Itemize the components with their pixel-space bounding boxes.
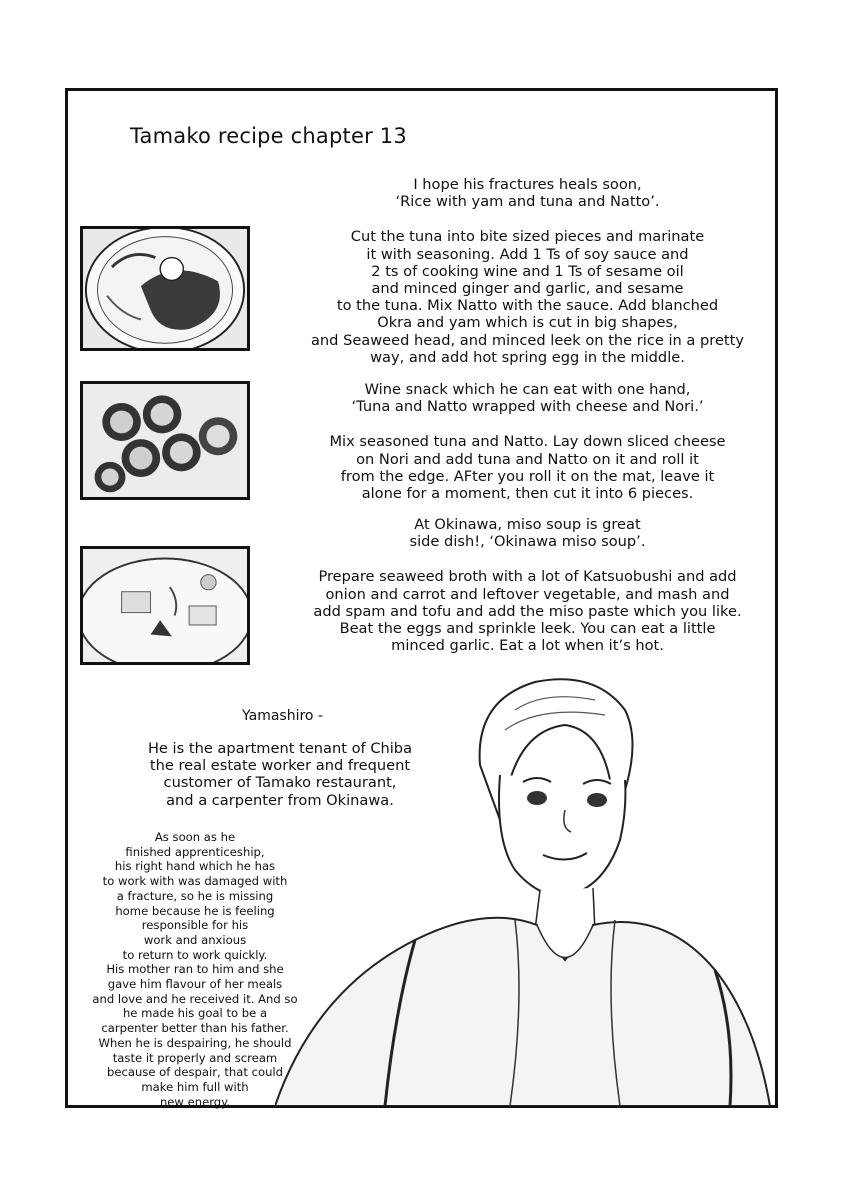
recipe-step-line: Beat the eggs and sprinkle leek. You can eat a little bbox=[339, 620, 716, 638]
recipe-step-line: add spam and tofu and add the miso paste which you like. bbox=[313, 602, 742, 620]
miso-soup-illustration bbox=[80, 546, 250, 665]
recipe-rice-yam-tuna-natto bbox=[290, 176, 765, 366]
story-line: his right hand which he has bbox=[114, 859, 276, 874]
recipe-step-line: Cut the tuna into bite sized pieces and marinate bbox=[350, 228, 705, 246]
story-line: a fracture, so he is missing bbox=[116, 888, 274, 903]
recipe-intro-line: Wine snack which he can eat with one hand, bbox=[364, 381, 691, 398]
story-line: and love and he received it. And so bbox=[92, 991, 298, 1006]
yamashiro-portrait bbox=[275, 670, 775, 1106]
recipe-step-line: it with seasoning. Add 1 Ts of soy sauce and bbox=[366, 245, 689, 263]
rice-bowl-illustration bbox=[80, 226, 250, 351]
story-line: because of despair, that could bbox=[106, 1065, 284, 1080]
recipe-intro-line: I hope his fractures heals soon, bbox=[413, 176, 642, 193]
story-line: responsible for his bbox=[141, 918, 249, 933]
recipe-step-line: to the tuna. Mix Natto with the sauce. Add blanched bbox=[336, 297, 719, 315]
story-line: gave him flavour of her meals bbox=[107, 977, 283, 992]
character-intro bbox=[130, 740, 430, 809]
story-line: new energy. bbox=[159, 1094, 231, 1109]
recipe-step-line: on Nori and add tuna and Natto on it and roll it bbox=[356, 450, 699, 468]
nori-rolls-illustration bbox=[80, 381, 250, 500]
recipe-step-line: 2 ts of cooking wine and 1 Ts of sesame oil bbox=[371, 262, 684, 280]
recipe-okinawa-miso-soup bbox=[290, 516, 765, 654]
page-title: Tamako recipe chapter 13 bbox=[130, 124, 407, 148]
recipe-step-line: Okra and yam which is cut in big shapes, bbox=[377, 314, 678, 332]
story-line: he made his goal to be a bbox=[122, 1006, 268, 1021]
character-intro-line: the real estate worker and frequent bbox=[149, 757, 411, 775]
recipe-step-line: alone for a moment, then cut it into 6 pieces. bbox=[361, 485, 694, 503]
story-line: His mother ran to him and she bbox=[106, 962, 284, 977]
story-line: to work with was damaged with bbox=[102, 874, 288, 889]
story-line: As soon as he bbox=[154, 830, 236, 844]
recipe-step-line: Mix seasoned tuna and Natto. Lay down sliced cheese bbox=[329, 433, 726, 451]
character-intro-line: and a carpenter from Okinawa. bbox=[166, 791, 394, 809]
recipe-step-line: and Seaweed head, and minced leek on the rice in a pretty bbox=[310, 331, 745, 349]
character-story bbox=[70, 830, 320, 1109]
recipe-tuna-natto-rolls bbox=[290, 381, 765, 502]
story-line: home because he is feeling bbox=[115, 903, 275, 918]
recipe-step-line: and minced ginger and garlic, and sesame bbox=[371, 280, 684, 298]
story-line: When he is despairing, he should bbox=[98, 1035, 292, 1050]
recipe-intro-line: ‘Tuna and Natto wrapped with cheese and Nori.’ bbox=[351, 398, 704, 416]
recipe-intro-line: side dish!, ‘Okinawa miso soup’. bbox=[409, 533, 646, 551]
story-line: finished apprenticeship, bbox=[125, 844, 265, 859]
character-intro-line: customer of Tamako restaurant, bbox=[163, 774, 397, 792]
recipe-step-line: minced garlic. Eat a lot when it’s hot. bbox=[391, 637, 664, 655]
recipe-intro-line: At Okinawa, miso soup is great bbox=[414, 516, 641, 533]
recipe-step-line: Prepare seaweed broth with a lot of Katsuobushi and add bbox=[318, 568, 737, 586]
recipe-step-line: from the edge. AFter you roll it on the mat, leave it bbox=[340, 467, 715, 485]
story-line: carpenter better than his father. bbox=[101, 1021, 289, 1036]
character-intro-line: He is the apartment tenant of Chiba bbox=[147, 740, 413, 757]
recipe-step-line: onion and carrot and leftover vegetable, and mash and bbox=[325, 585, 730, 603]
recipe-intro-line: ‘Rice with yam and tuna and Natto’. bbox=[395, 193, 660, 211]
story-line: taste it properly and scream bbox=[112, 1050, 278, 1065]
story-line: work and anxious bbox=[143, 932, 247, 947]
story-line: make him full with bbox=[141, 1079, 249, 1094]
recipe-step-line: way, and add hot spring egg in the middle. bbox=[370, 348, 685, 366]
story-line: to return to work quickly. bbox=[122, 947, 268, 962]
character-name: Yamashiro - bbox=[242, 708, 323, 724]
